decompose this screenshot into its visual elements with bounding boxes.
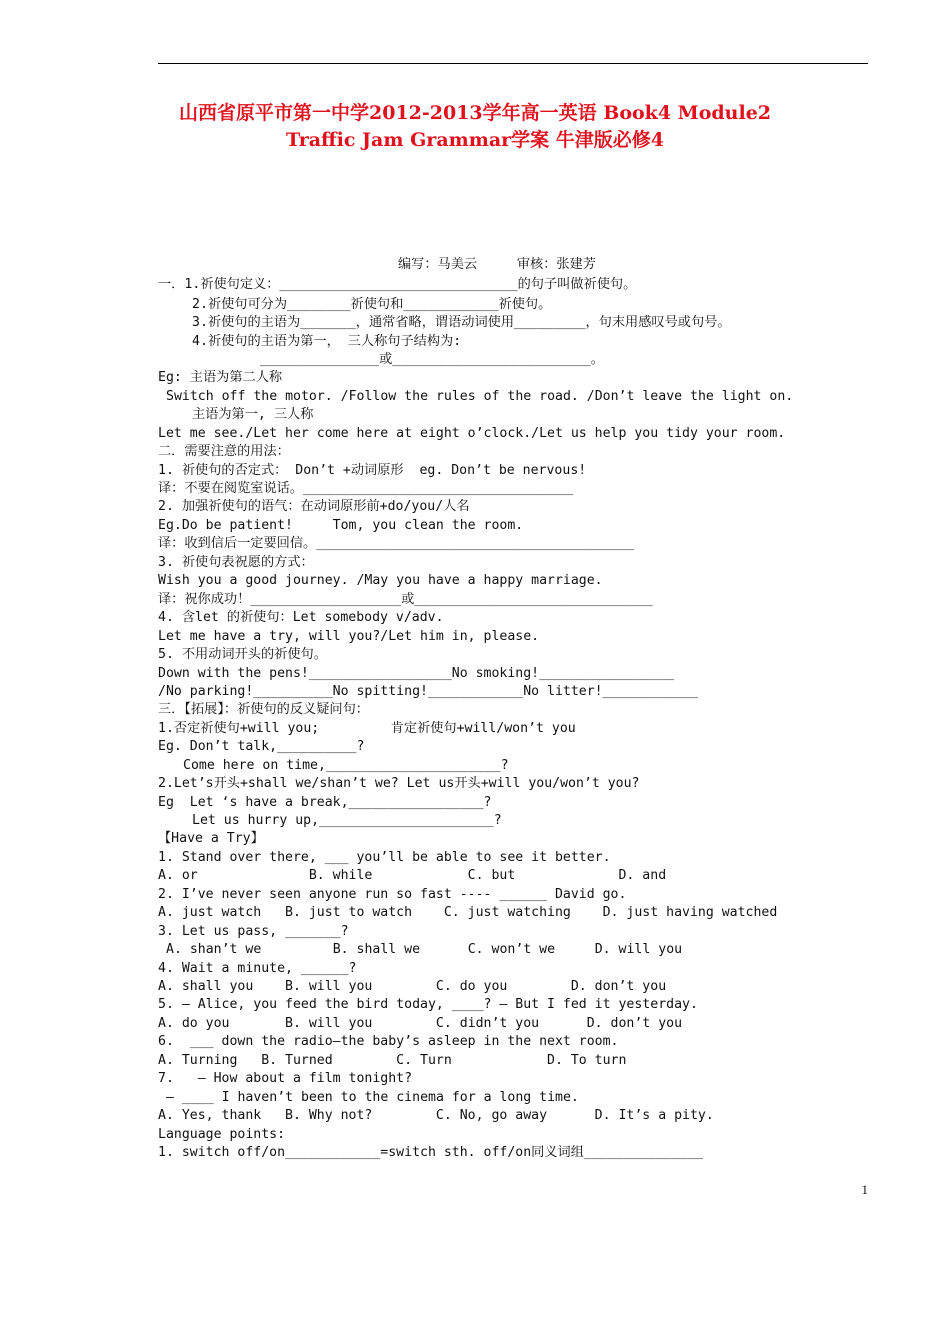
question-4-options: A. shall you B. will you C. do you D. don’t you: [158, 979, 667, 994]
usage-3-example: Wish you a good journey. /May you have a happy marriage.: [158, 573, 603, 588]
usage-3: 3. 祈使句表祝愿的方式：: [158, 555, 314, 570]
question-5: 5. – Alice, you feed the bird today, ____? – But I fed it yesterday.: [158, 997, 698, 1012]
question-2-options: A. just watch B. just to watch C. just watching D. just having watched: [158, 905, 778, 920]
question-6-options: A. Turning B. Turned C. Turn D. To turn: [158, 1053, 627, 1068]
question-1-options: A. or B. while C. but D. and: [158, 868, 667, 883]
eg-second-person-text: Switch off the motor. /Follow the rules of the road. /Don’t leave the light on.: [166, 389, 794, 404]
section-1-item-4: 4.祈使句的主语为第一， 三人称句子结构为:: [192, 334, 462, 349]
header-rule: [158, 63, 868, 64]
usage-2: 2. 加强祈使句的语气：在动词原形前+do/you/人名: [158, 499, 470, 514]
section-3-heading: 三．【拓展】：祈使句的反义疑问句：: [158, 702, 369, 717]
usage-5: 5. 不用动词开头的祈使句。: [158, 647, 327, 662]
title-line-2: Traffic Jam Grammar学案 牛津版必修4: [285, 129, 664, 151]
section-1-item-3: 3.祈使句的主语为_______，通常省略，谓语动词使用_________，句末用感叹号或句号。: [192, 315, 731, 330]
question-7: 7. – How about a film tonight?: [158, 1071, 413, 1086]
question-5-options: A. do you B. will you C. didn’t you D. don’t you: [158, 1016, 683, 1031]
usage-1-translate: 译：不要在阅览室说话。__________________________________: [158, 481, 574, 496]
usage-5-example-2: /No parking!__________No spitting!____________No litter!____________: [158, 684, 698, 699]
question-6: 6. ___ down the radio—the baby’s asleep in the next room.: [158, 1034, 619, 1049]
section-1-item-2: 2.祈使句可分为________祈使句和____________祈使句。: [192, 297, 552, 312]
section-2-heading: 二．需要注意的用法：: [158, 444, 290, 459]
extension-1-eg-1: Eg. Don’t talk,__________?: [158, 739, 365, 754]
page-number: 1: [861, 1182, 868, 1197]
author-line: 编写：马美云 审核：张建芳: [398, 257, 596, 272]
title-line-1: 山西省原平市第一中学2012-2013学年高一英语 Book4 Module2: [179, 102, 771, 124]
extension-2: 2.Let’s开头+shall we/shan’t we? Let us开头+will you/won’t you?: [158, 776, 640, 791]
language-point-1: 1. switch off/on____________=switch sth. off/on同义词组_______________: [158, 1145, 704, 1160]
extension-2-eg-2: Let us hurry up,______________________?: [192, 813, 502, 828]
usage-4: 4. 含let 的祈使句：Let somebody v/adv.: [158, 610, 444, 625]
extension-1: 1.否定祈使句+will you; 肯定祈使句+will/won’t you: [158, 721, 576, 736]
eg-second-person: Eg: 主语为第二人称: [158, 370, 283, 385]
usage-4-example: Let me have a try, will you?/Let him in, please.: [158, 629, 540, 644]
question-1: 1. Stand over there, ___ you’ll be able to see it better.: [158, 850, 611, 865]
usage-3-translate: 译：祝你成功！___________________或______________________________: [158, 592, 653, 607]
section-1-item-1: 一．1.祈使句定义：______________________________的句子叫做祈使句。: [158, 277, 637, 292]
have-a-try-heading: 【Have a Try】: [158, 831, 264, 846]
usage-5-example-1: Down with the pens!__________________No smoking!_________________: [158, 666, 675, 681]
usage-2-translate: 译：收到信后一定要回信。________________________________________: [158, 536, 634, 551]
eg-first-third-person: 主语为第一, 三人称: [192, 407, 314, 422]
eg-first-third-person-text: Let me see./Let her come here at eight o’clock./Let us help you tidy your room.: [158, 426, 786, 441]
language-points-heading: Language points:: [158, 1127, 286, 1142]
extension-2-eg-1: Eg Let ‘s have a break,_________________?: [158, 795, 492, 810]
extension-1-eg-2: Come here on time,______________________?: [183, 758, 509, 773]
question-4: 4. Wait a minute, ______?: [158, 961, 357, 976]
usage-2-example: Eg.Do be patient! Tom, you clean the room.: [158, 518, 524, 533]
usage-1: 1. 祈使句的否定式： Don’t +动词原形 eg. Don’t be nervous!: [158, 463, 587, 478]
section-1-item-4-blank: _______________或_________________________。: [260, 352, 604, 367]
question-2: 2. I’ve never seen anyone run so fast ---- ______ David go.: [158, 887, 627, 902]
question-3-options: A. shan’t we B. shall we C. won’t we D. will you: [166, 942, 683, 957]
question-3: 3. Let us pass, _______?: [158, 924, 349, 939]
question-7-options: A. Yes, thank B. Why not? C. No, go away D. It’s a pity.: [158, 1108, 714, 1123]
question-7-reply: – ____ I haven’t been to the cinema for a long time.: [166, 1090, 579, 1105]
